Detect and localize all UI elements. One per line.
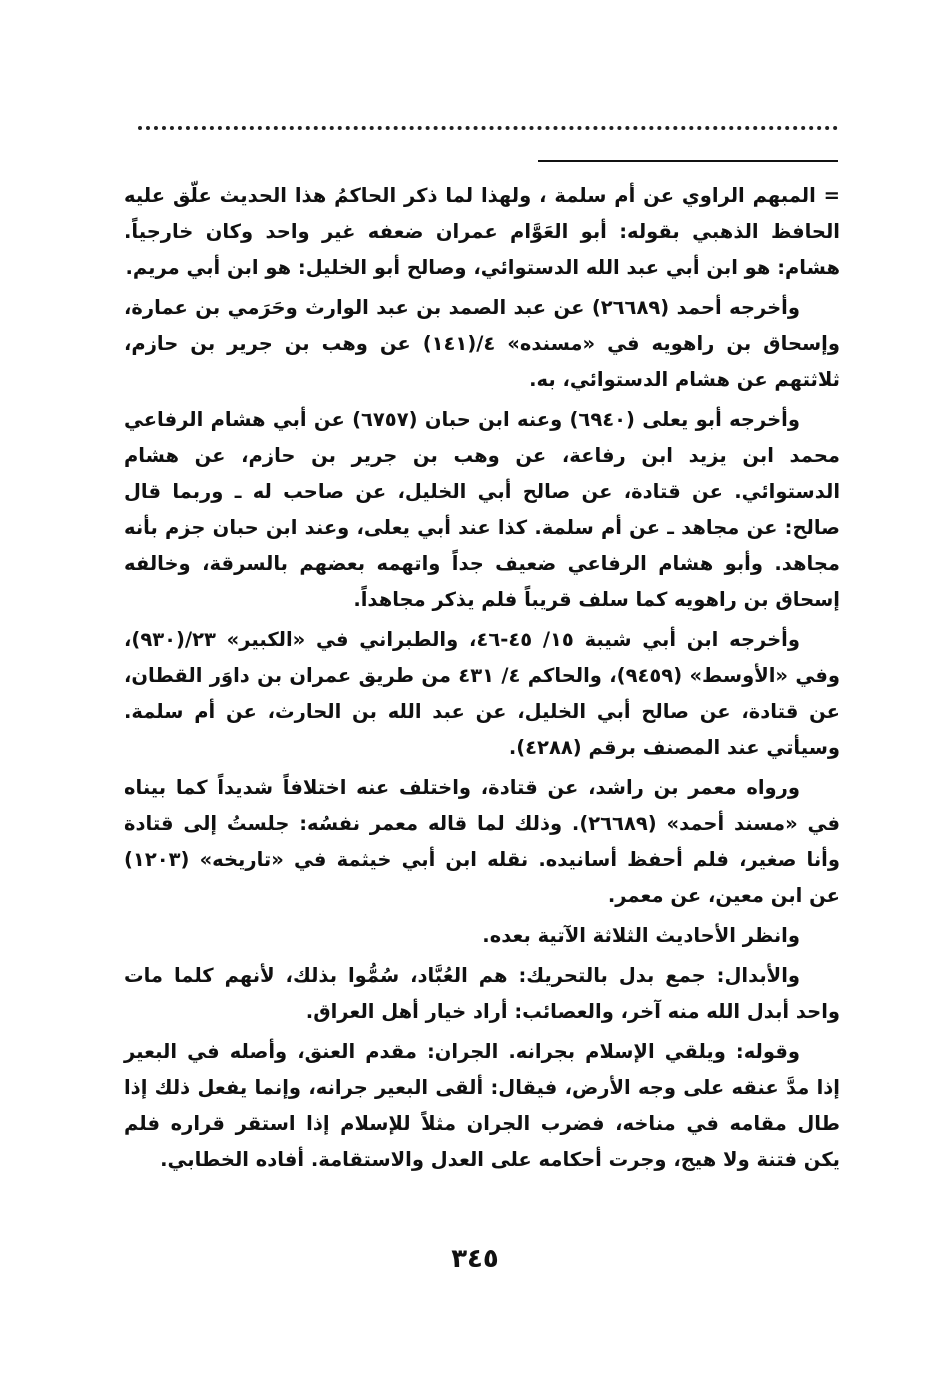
paragraph-8: وقوله: ويلقي الإسلام بجرانه. الجران: مقدم العنق، وأصله في البعير إذا مدَّ عنقه على وجه الأرض، فيقال: ألقى البعير جرانه، وإنما يفعل ذلك إذا طال مقامه في مناخه، فضرب الجران مثلاً للإسلام إذا استقر قراره فلم يكن فتنة ولا هيج، وجرت أحكامه على العدل والاستقامة. أفاده الخطابي. — [124, 1040, 840, 1171]
paragraph-2: وأخرجه أحمد (٢٦٦٨٩) عن عبد الصمد بن عبد الوارث وحَرَمي بن عمارة، وإسحاق بن راهويه في «مسنده» ٤/(١٤١) عن وهب بن جرير بن حازم، ثلاثتهم عن هشام الدستوائي، به. — [124, 296, 840, 391]
paragraph-1: = المبهم الراوي عن أم سلمة ، ولهذا لما ذكر الحاكمُ هذا الحديث علّق عليه الحافظ الذهبي بقوله: أبو العَوَّام عمران ضعفه غير واحد وكان خارجياً. هشام: هو ابن أبي عبد الله الدستوائي، وصالح أبو الخليل: هو ابن أبي مريم. — [124, 184, 840, 279]
footnote-rule — [538, 160, 838, 162]
paragraph-6: وانظر الأحاديث الثلاثة الآتية بعده. — [482, 924, 800, 947]
paragraph-4: وأخرجه ابن أبي شيبة ١٥/ ٤٥-٤٦، والطبراني في «الكبير» ٢٣/(٩٣٠)، وفي «الأوسط» (٩٤٥٩)، والحاكم ٤/ ٤٣١ من طريق عمران بن داوَر القطان، عن قتادة، عن صالح أبي الخليل، عن عبد الله بن الحارث، عن أم سلمة. وسيأتي عند المصنف برقم (٤٢٨٨). — [124, 628, 840, 759]
paragraph-5: ورواه معمر بن راشد، عن قتادة، واختلف عنه اختلافاً شديداً كما بيناه في «مسند أحمد» (٢٦٦٨٩). وذلك لما قاله معمر نفسُه: جلستُ إلى قتادة وأنا صغير، فلم أحفظ أسانيده. نقله ابن أبي خيثمة في «تاريخه» (١٢٠٣) عن ابن معين، عن معمر. — [124, 776, 841, 907]
footnote-text — [124, 178, 840, 1182]
paragraph-3: وأخرجه أبو يعلى (٦٩٤٠) وعنه ابن حبان (٦٧٥٧) عن أبي هشام الرفاعي محمد ابن يزيد ابن رفاعة، عن وهب بن جرير بن حازم، عن هشام الدستوائي. عن قتادة، عن صالح أبي الخليل، عن صاحب له ـ وربما قال صالح: عن مجاهد ـ عن أم سلمة. كذا عند أبي يعلى، وعند ابن حبان جزم بأنه مجاهد. وأبو هشام الرفاعي ضعيف جداً واتهمه بعضهم بالسرقة، وخالفه إسحاق بن راهويه كما سلف قريباً فلم يذكر مجاهداً. — [124, 408, 840, 611]
dotted-separator — [138, 126, 838, 136]
paragraph-7: والأبدال: جمع بدل بالتحريك: هم العُبَّاد، سُمُّوا بذلك، لأنهم كلما مات واحد أبدل الله منه آخر، والعصائب: أراد خيار أهل العراق. — [124, 964, 840, 1023]
page-number: ٣٤٥ — [451, 1244, 499, 1274]
